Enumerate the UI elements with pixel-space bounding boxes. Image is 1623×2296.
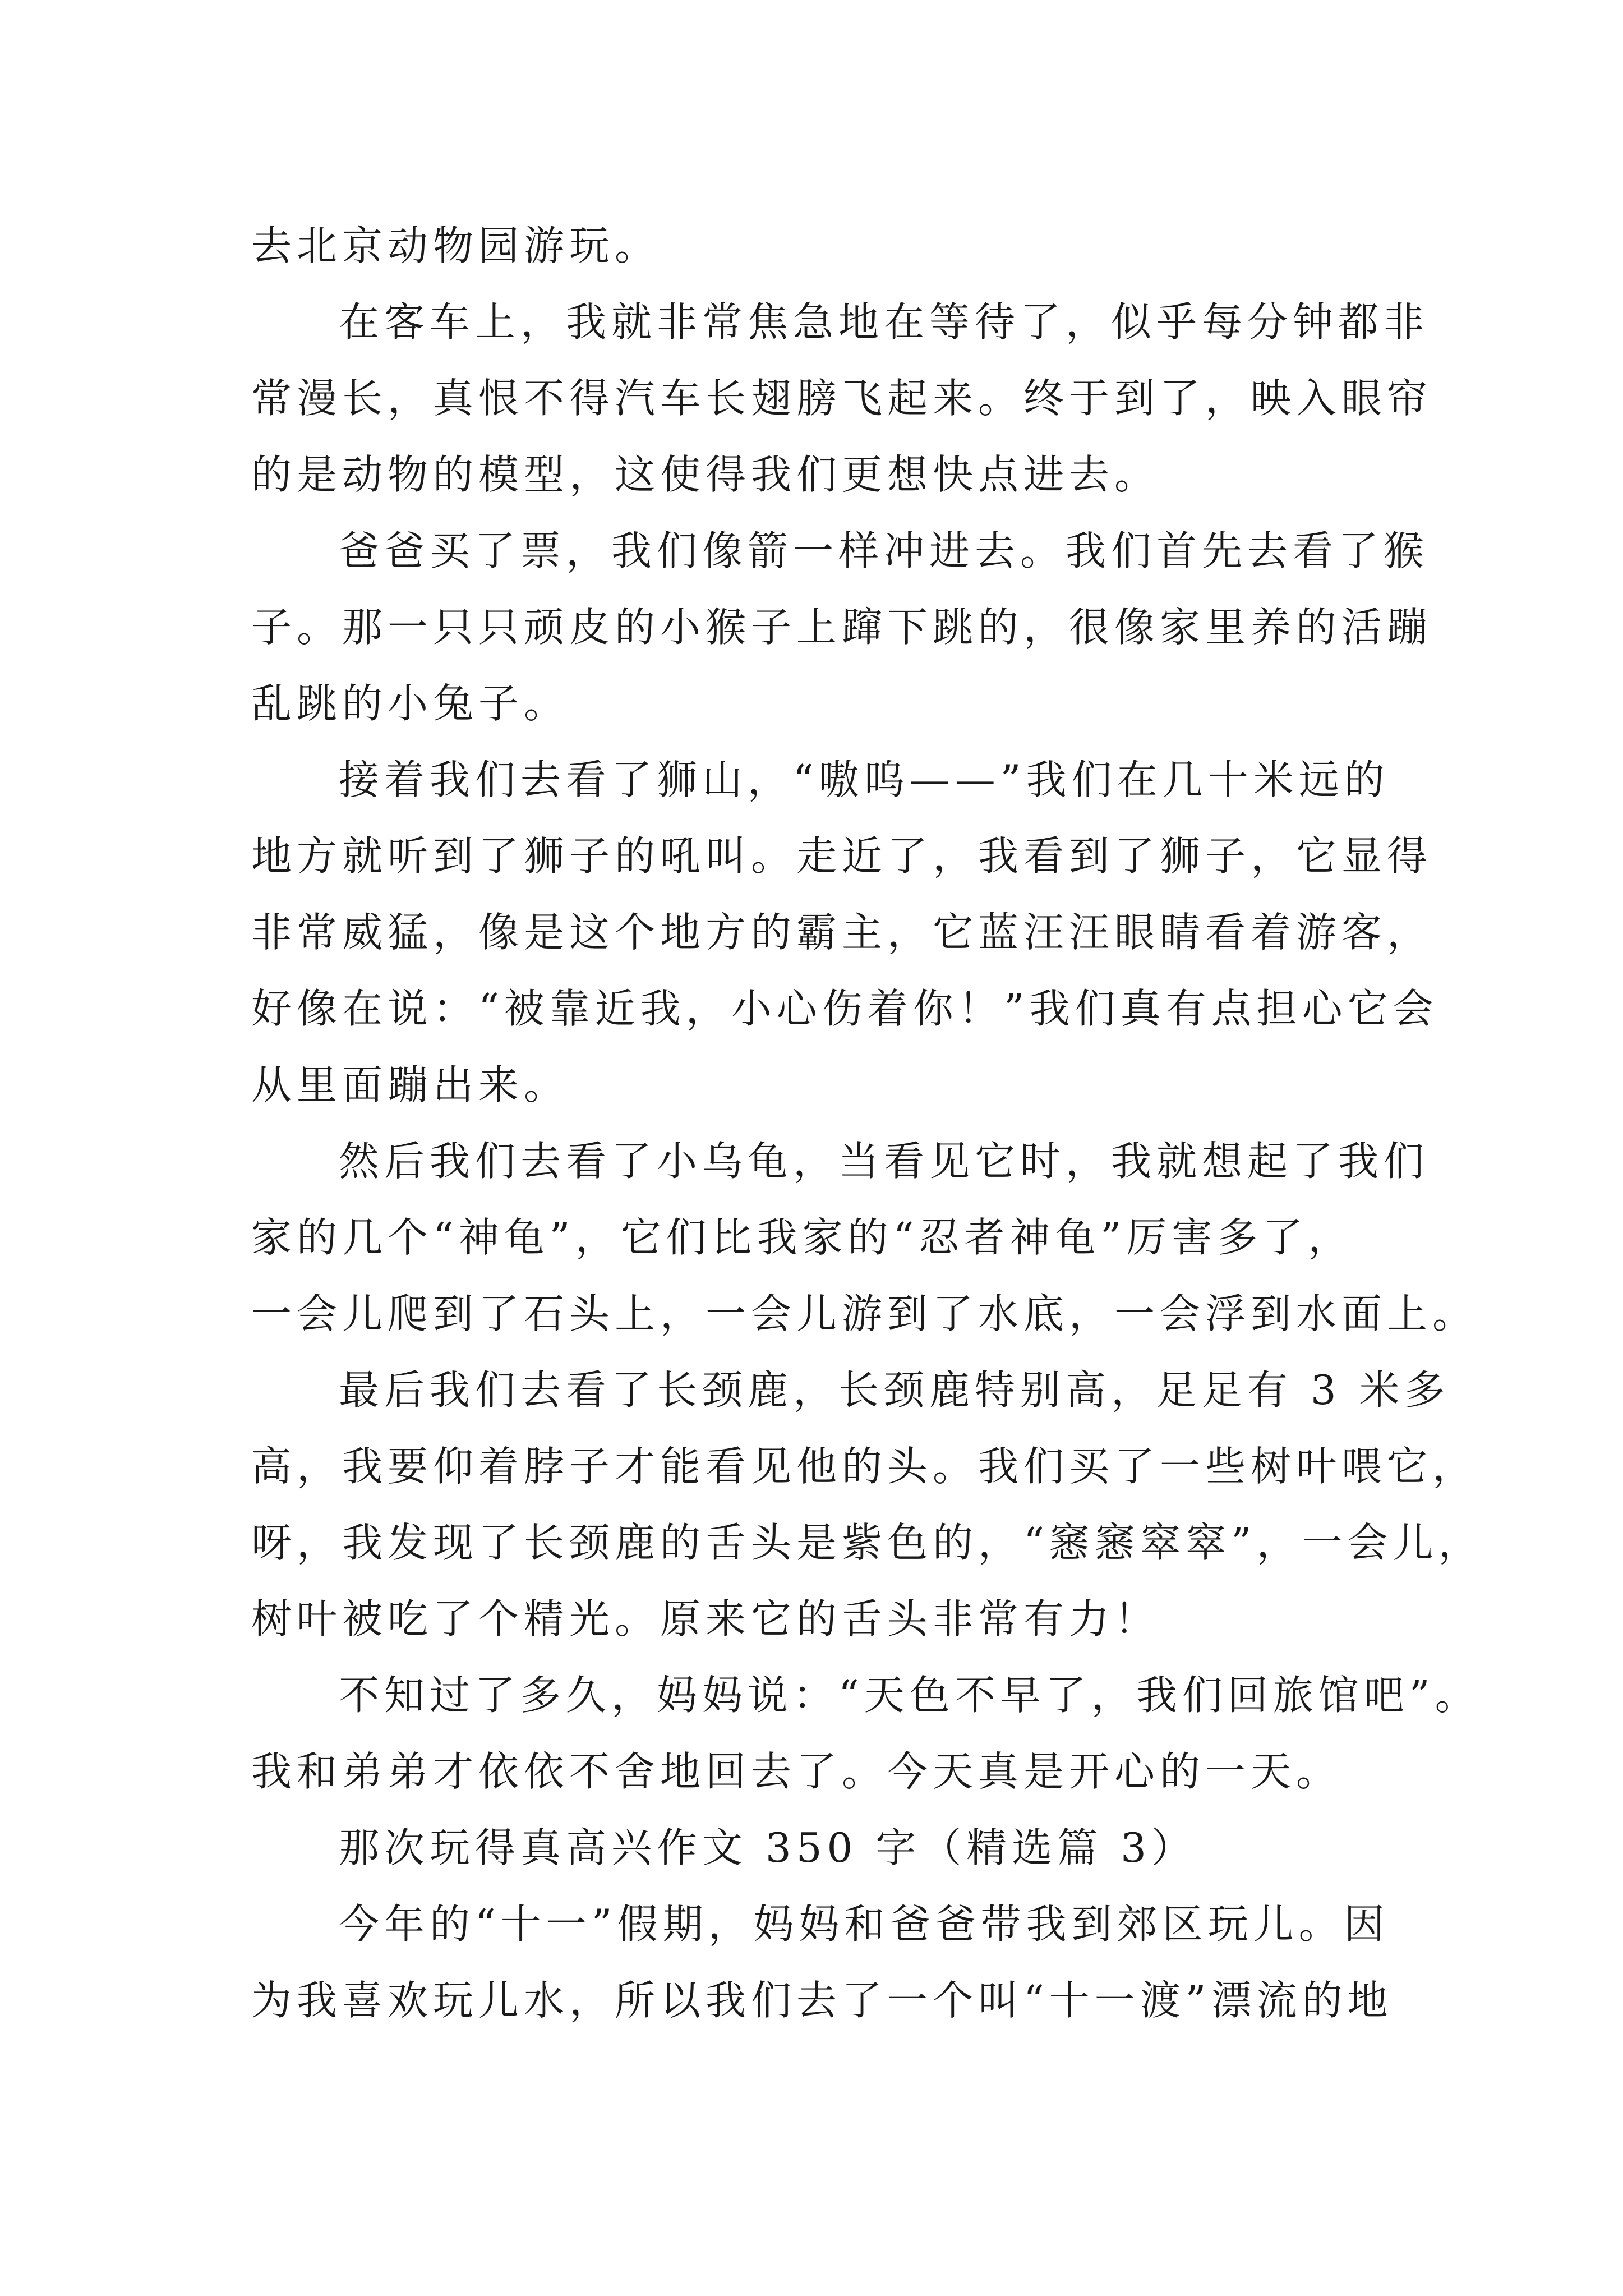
text-line: 呀，我发现了长颈鹿的舌头是紫色的，“窸窸窣窣”，一会儿， [251, 1519, 1484, 1566]
text-line: 爸爸买了票，我们像箭一样冲进去。我们首先去看了猴 [339, 527, 1430, 574]
text-line: 乱跳的小兔子。 [251, 680, 570, 727]
text-line: 今年的“十一”假期，妈妈和爸爸带我到郊区玩儿。因 [339, 1901, 1390, 1948]
text-line: 在客车上，我就非常焦急地在等待了，似乎每分钟都非 [339, 298, 1430, 346]
text-line: 然后我们去看了小乌龟，当看见它时，我就想起了我们 [339, 1138, 1430, 1185]
text-line: 子。那一只只顽皮的小猴子上蹿下跳的，很像家里养的活蹦 [251, 604, 1433, 651]
text-line: 常漫长，真恨不得汽车长翅膀飞起来。终于到了，映入眼帘 [251, 375, 1433, 422]
text-line: 非常威猛，像是这个地方的霸主，它蓝汪汪眼睛看着游客， [251, 909, 1433, 956]
text-line: 高，我要仰着脖子才能看见他的头。我们买了一些树叶喂它， [251, 1443, 1478, 1490]
text-line: 树叶被吃了个精光。原来它的舌头非常有力！ [251, 1595, 1160, 1642]
text-line: 我和弟弟才依依不舍地回去了。今天真是开心的一天。 [251, 1748, 1342, 1795]
document-body [251, 208, 1484, 2039]
text-line: 不知过了多久，妈妈说：“天色不早了，我们回旅馆吧”。 [339, 1672, 1481, 1719]
text-line: 去北京动物园游玩。 [251, 222, 661, 269]
text-line: 一会儿爬到了石头上，一会儿游到了水底，一会浮到水面上。 [251, 1290, 1478, 1337]
text-line: 为我喜欢玩儿水，所以我们去了一个叫“十一渡”漂流的地 [251, 1977, 1393, 2024]
text-line: 地方就听到了狮子的吼叫。走近了，我看到了狮子，它显得 [251, 832, 1433, 880]
section-heading: 那次玩得真高兴作文 350 字（精选篇 3） [339, 1824, 1197, 1871]
text-line: 接着我们去看了狮山，“嗷呜——”我们在几十米远的 [339, 756, 1390, 803]
text-line: 最后我们去看了长颈鹿，长颈鹿特别高，足足有 3 米多 [339, 1366, 1450, 1414]
text-line: 从里面蹦出来。 [251, 1061, 570, 1108]
text-line: 的是动物的模型，这使得我们更想快点进去。 [251, 451, 1160, 498]
text-line: 好像在说：“被靠近我，小心伤着你！”我们真有点担心它会 [251, 985, 1438, 1032]
text-line: 家的几个“神龟”，它们比我家的“忍者神龟”厉害多了， [251, 1214, 1354, 1261]
